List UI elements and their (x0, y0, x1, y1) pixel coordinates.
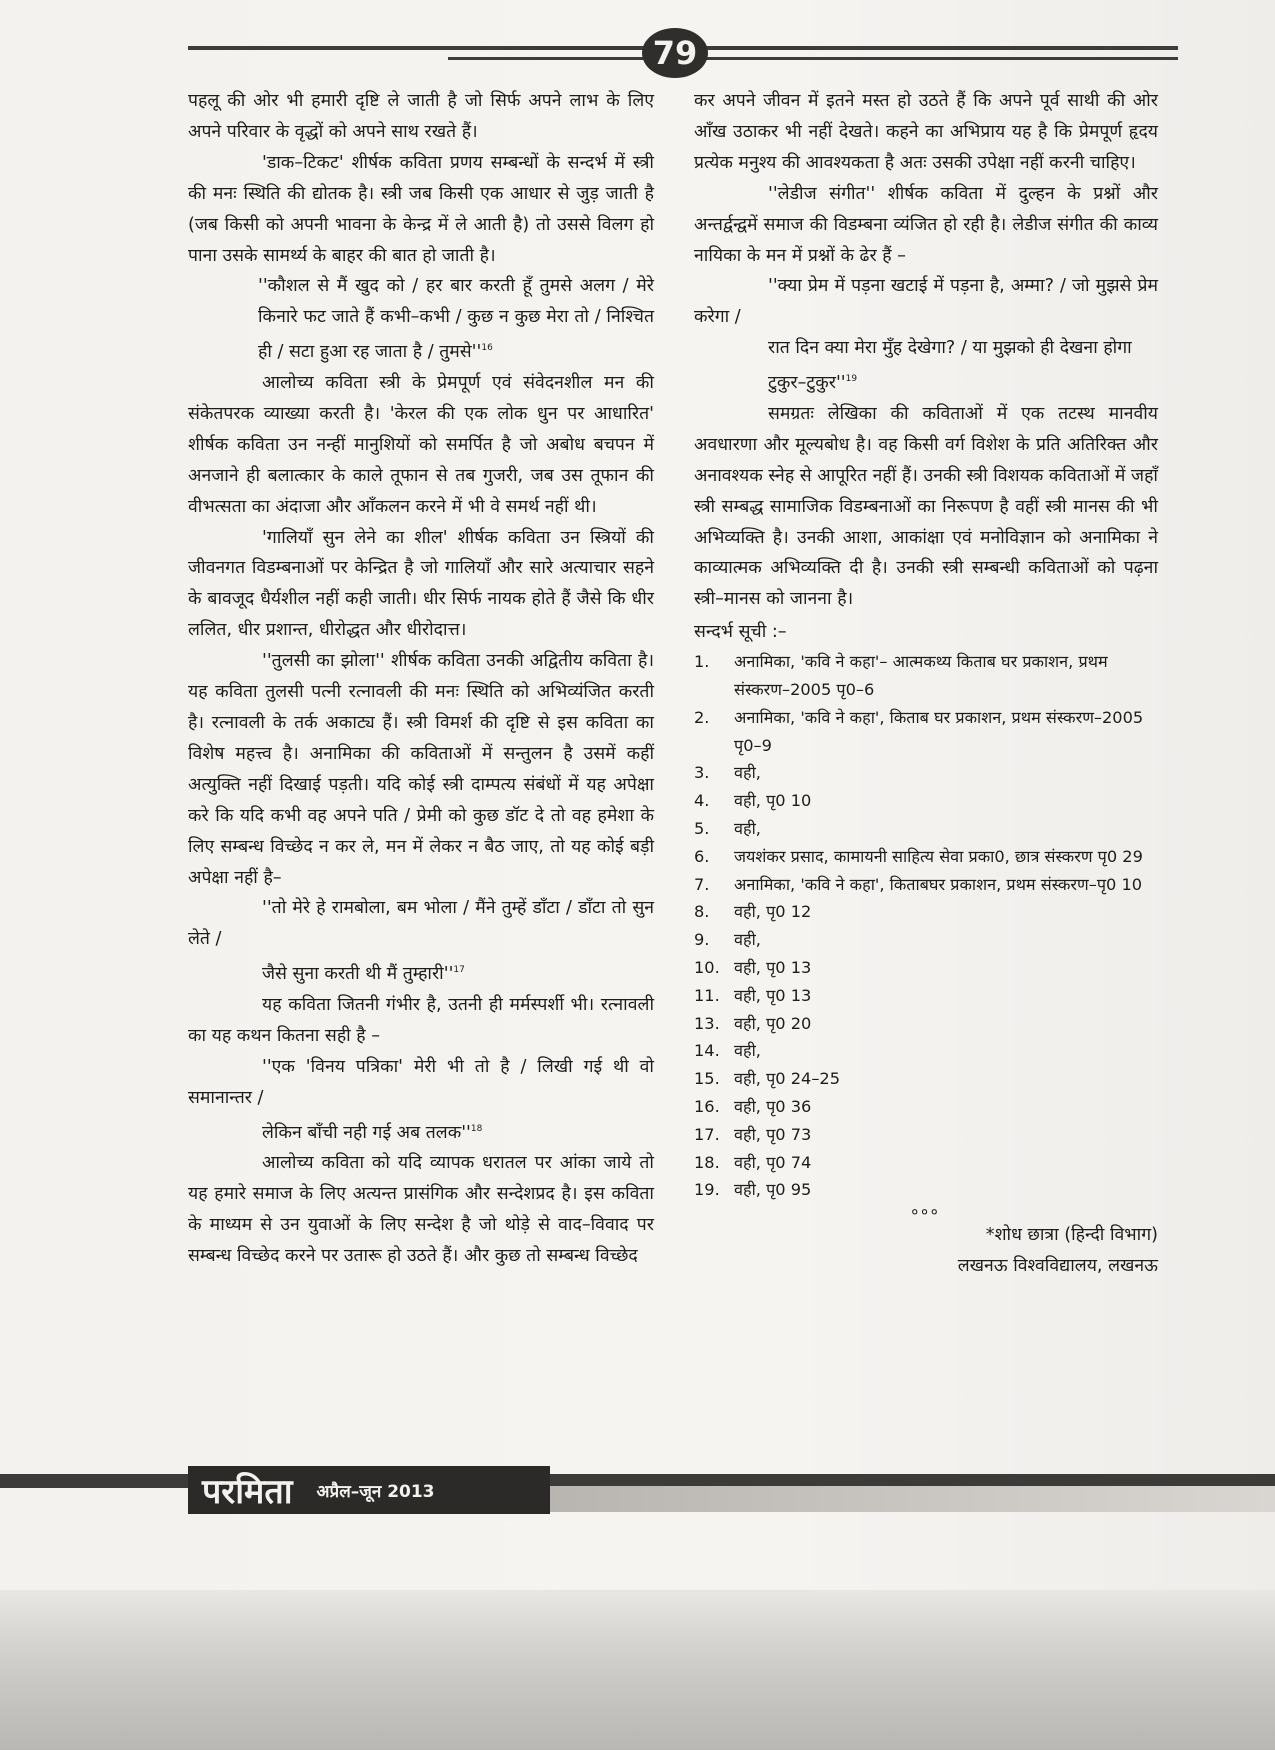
page-number: 79 (642, 28, 708, 78)
reference-number: 17. (694, 1124, 720, 1144)
end-ornament: ००० (911, 1205, 941, 1221)
reference-number: 5. (694, 818, 710, 838)
footer-band (545, 1486, 1275, 1512)
reference-item (694, 1065, 1158, 1093)
quotation-line (188, 955, 654, 990)
quotation-line: ''तो मेरे हे रामबोला, बम भोला / मैंने तुम्हें डाँटा / डाँटा तो सुन लेते / (188, 898, 654, 950)
reference-number: 6. (694, 846, 710, 866)
reference-number: 3. (694, 763, 710, 783)
reference-number: 19. (694, 1180, 720, 1200)
reference-number: 16. (694, 1096, 720, 1116)
footnote-ref: 19 (845, 374, 858, 385)
reference-text: वही, (734, 818, 761, 838)
reference-item (694, 954, 1158, 982)
reference-text: वही, पृ0 73 (734, 1124, 812, 1144)
reference-item (694, 843, 1158, 871)
paragraph: पहलू की ओर भी हमारी दृष्टि ले जाती है जो सिर्फ अपने लाभ के लिए अपने परिवार के वृद्धों को अपने साथ रखते हैं। (188, 91, 654, 142)
quotation-line: रात दिन क्या मेरा मुँह देखेगा? / या मुझको ही देखना होगा (768, 338, 1132, 359)
reference-text: वही, पृ0 95 (734, 1180, 812, 1200)
header-rule-secondary (448, 57, 1178, 60)
reference-item (694, 982, 1158, 1010)
reference-text: वही, पृ0 36 (734, 1096, 812, 1116)
quotation-line: ''क्या प्रेम में पड़ना खटाई में पड़ना है, अम्मा? / जो मुझसे प्रेम करेगा / (694, 276, 1158, 328)
reference-number: 4. (694, 791, 710, 811)
paragraph: ''तुलसी का झोला'' शीर्षक कविता उनकी अद्वितीय कविता है। यह कविता तुलसी पत्नी रत्नावली की मनः स्थिति को अभिव्यंजित करती है। रत्नावली के तर्क अकाट्य हैं। स्त्री विमर्श की दृष्टि से इस कविता का विशेष महत्त्व है। अनामिका की कविताओं में सन्तुलन है उसमें कहीं अत्युक्ति नहीं दिखाई पड़ती। यदि कोई स्त्री दाम्पत्य संबंधों में यह अपेक्षा करे कि यदि कभी वह अपने पति / प्रेमी को कुछ डॉट दे तो वह हमेशा के लिए सम्बन्ध विच्छेद न कर ले, मन में लेकर न बैठ जाए, तो यह कोई बड़ी अपेक्षा नहीं है– (188, 651, 654, 888)
reference-item (694, 871, 1158, 899)
footnote-ref: 18 (470, 1123, 483, 1134)
paragraph: 'गालियाँ सुन लेने का शील' शीर्षक कविता उन स्त्रियों की जीवनगत विडम्बनाओं पर केन्द्रित है जो गालियाँ और सारे अत्याचार सहने के बावजूद धैर्यशील नहीं कही जाती। धीर सिर्फ नायक होते हैं जैसे कि धीर ललित, धीर प्रशान्त, धीरोद्धत और धीरोदात्त। (188, 527, 654, 641)
paragraph: आलोच्य कविता को यदि व्यापक धरातल पर आंका जाये तो यह हमारे समाज के लिए अत्यन्त प्रासंगिक और सन्देशप्रद है। इस कविता के माध्यम से उन युवाओं के लिए सन्देश है जो थोड़े से वाद–विवाद पर सम्बन्ध विच्छेद करने पर उतारू हो उठते हैं। और कुछ तो सम्बन्ध विच्छेद (188, 1153, 654, 1267)
quotation (188, 271, 654, 368)
reference-number: 2. (694, 707, 710, 727)
reference-text: अनामिका, 'कवि ने कहा'– आत्मकथ्य किताब घर प्रकाशन, प्रथम संस्करण–2005 पृ0–6 (734, 652, 1108, 699)
reference-item (694, 815, 1158, 843)
quotation-line (694, 364, 1158, 399)
footer (188, 1466, 550, 1514)
magazine-logo: परमिता (202, 1472, 293, 1512)
reference-text: वही, पृ0 10 (734, 791, 812, 811)
reference-item (694, 1037, 1158, 1065)
quote-text: लेकिन बाँची नही गई अब तलक'' (262, 1122, 471, 1143)
page-shadow (0, 1590, 1275, 1750)
reference-text: वही, पृ0 13 (734, 985, 812, 1005)
paragraph: यह कविता जितनी गंभीर है, उतनी ही मर्मस्पर्शी भी। रत्नावली का यह कथन कितना सही है – (188, 995, 654, 1046)
quote-text: जैसे सुना करती थी मैं तुम्हारी'' (262, 964, 454, 985)
reference-item (694, 704, 1158, 760)
quote-text: टुकुर–टुकुर'' (768, 373, 846, 394)
reference-text: वही, पृ0 74 (734, 1152, 812, 1172)
reference-number: 15. (694, 1069, 720, 1089)
paragraph: 'डाक–टिकट' शीर्षक कविता प्रणय सम्बन्धों के सन्दर्भ में स्त्री की मनः स्थिति की द्योतक है। स्त्री जब किसी एक आधार से जुड़ जाती है (जब किसी को अपनी भावना के केन्द्र में ले आती है) तो उससे विलग हो पाना उसके सामर्थ्य के बाहर की बात हो जाती है। (188, 152, 654, 266)
paragraph: ''लेडीज संगीत'' शीर्षक कविता में दुल्हन के प्रश्नों और अन्तर्द्वन्द्वमें समाज की विडम्बना व्यंजित हो रही है। लेडीज संगीत की काव्य नायिका के मन में प्रश्नों के ढेर हैं – (694, 183, 1158, 266)
reference-text: जयशंकर प्रसाद, कामायनी साहित्य सेवा प्रका0, छात्र संस्करण पृ0 29 (734, 846, 1143, 866)
footnote-ref: 16 (481, 343, 493, 354)
reference-item (694, 898, 1158, 926)
author-role: *शोध छात्रा (हिन्दी विभाग) (985, 1225, 1158, 1246)
reference-text: वही, पृ0 20 (734, 1013, 812, 1033)
reference-text: अनामिका, 'कवि ने कहा', किताबघर प्रकाशन, प्रथम संस्करण–पृ0 10 (734, 874, 1143, 894)
reference-item (694, 1010, 1158, 1038)
footnote-ref: 17 (453, 965, 465, 976)
reference-text: वही, पृ0 24–25 (734, 1069, 841, 1089)
reference-text: वही, (734, 1041, 761, 1061)
reference-number: 11. (694, 985, 720, 1005)
references-heading: सन्दर्भ सूची :– (694, 622, 787, 643)
reference-item (694, 1176, 1158, 1204)
reference-number: 10. (694, 957, 720, 977)
reference-number: 9. (694, 930, 710, 950)
issue-date: अप्रैल–जून 2013 (316, 1481, 435, 1502)
quotation-line (188, 1114, 654, 1149)
reference-number: 8. (694, 902, 710, 922)
reference-number: 1. (694, 652, 710, 672)
reference-number: 13. (694, 1013, 720, 1033)
reference-number: 18. (694, 1152, 720, 1172)
reference-text: वही, (734, 930, 761, 950)
paragraph: समग्रतः लेखिका की कविताओं में एक तटस्थ मानवीय अवधारणा और मूल्यबोध है। वह किसी वर्ग विशेश के प्रति अतिरिक्त और अनावश्यक स्नेह से आपूरित नहीं हैं। उनकी स्त्री विशयक कविताओं में जहाँ स्त्री सम्बद्ध सामाजिक विडम्बनाओं का निरूपण है वहीं स्त्री मानस की भी अभिव्यक्ति है। उनकी आशा, आकांक्षा एवं मनोविज्ञान को अनामिका ने काव्यात्मक अभिव्यक्ति दी है। उनकी स्त्री सम्बन्धी कविताओं को पढ़ना स्त्री–मानस को जानना है। (694, 403, 1158, 610)
quote-text: ''कौशल से मैं खुद को / हर बार करती हूँ तुमसे अलग / मेरे किनारे फट जाते हैं कभी–कभी / कुछ न कुछ मेरा तो / निश्चित ही / सटा हुआ रह जाता है / तुमसे'' (258, 276, 654, 363)
paragraph: आलोच्य कविता स्त्री के प्रेमपूर्ण एवं संवेदनशील मन की संकेतपरक व्याख्या करती है। 'केरल की एक लोक धुन पर आधारित' शीर्षक कविता उन नन्हीं मानुशियों को समर्पित है जो अबोध बचपन में अनजाने ही बलात्कार के काले तूफान से तब गुजरी, जब उस तूफान की वीभत्सता का अंदाजा और आँकलन करने में भी वे समर्थ नहीं थी। (188, 373, 654, 517)
reference-item (694, 787, 1158, 815)
reference-number: 7. (694, 874, 710, 894)
reference-item (694, 1149, 1158, 1177)
reference-item (694, 926, 1158, 954)
reference-item (694, 648, 1158, 704)
left-column (188, 86, 654, 1272)
quotation-line: ''एक 'विनय पत्रिका' मेरी भी तो है / लिखी गई थी वो समानान्तर / (188, 1056, 654, 1108)
reference-item (694, 1121, 1158, 1149)
reference-item (694, 759, 1158, 787)
reference-text: वही, पृ0 12 (734, 902, 812, 922)
paragraph: कर अपने जीवन में इतने मस्त हो उठते हैं कि अपने पूर्व साथी की ओर आँख उठाकर भी नहीं देखते। कहने का अभिप्राय यह है कि प्रेमपूर्ण हृदय प्रत्येक मनुश्य की आवश्यकता है अतः उसकी उपेक्षा नहीं करनी चाहिए। (694, 91, 1158, 173)
author-affiliation: लखनऊ विश्वविद्यालय, लखनऊ (957, 1256, 1158, 1277)
reference-text: अनामिका, 'कवि ने कहा', किताब घर प्रकाशन, प्रथम संस्करण–2005 पृ0–9 (734, 707, 1144, 755)
reference-text: वही, पृ0 13 (734, 957, 812, 977)
right-column (694, 86, 1158, 1282)
references-list (694, 648, 1158, 1204)
reference-text: वही, (734, 763, 761, 783)
reference-item (694, 1093, 1158, 1121)
reference-number: 14. (694, 1041, 720, 1061)
